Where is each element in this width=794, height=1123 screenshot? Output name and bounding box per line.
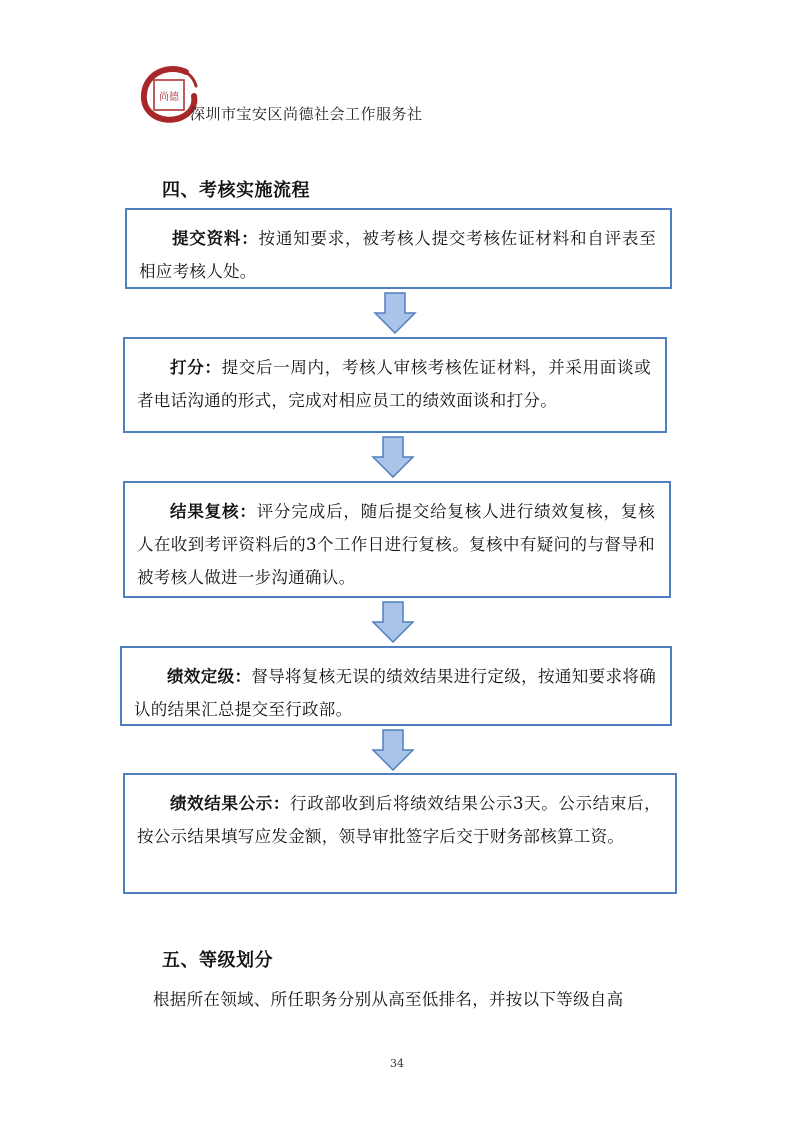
step-label: 提交资料：: [172, 229, 259, 248]
step-label: 绩效定级：: [167, 667, 252, 686]
step-text: 行政部收到后将绩效结果公示3天。公示结束后，按公示结果填写应发金额，领导审批签字后交于财务部核算工资。: [137, 794, 661, 846]
step-text: 按通知要求，被考核人提交考核佐证材料和自评表至相应考核人处。: [139, 229, 657, 281]
logo-text: 尚德: [159, 92, 179, 103]
down-arrow-icon: [373, 292, 417, 334]
flow-step-result-review: [123, 481, 671, 598]
section-4-heading: 四、考核实施流程: [162, 180, 310, 201]
flow-step-result-publication: [123, 773, 677, 894]
organization-name: 深圳市宝安区尚德社会工作服务社: [190, 105, 423, 123]
down-arrow-icon: [371, 729, 415, 771]
step-label: 打分：: [170, 358, 222, 377]
flow-step-performance-grading: [120, 646, 672, 726]
down-arrow-icon: [371, 436, 415, 478]
step-label: 结果复核：: [170, 502, 257, 521]
down-arrow-icon: [371, 601, 415, 643]
flow-step-scoring: [123, 337, 667, 433]
section-5-heading: 五、等级划分: [162, 950, 273, 971]
step-text: 督导将复核无误的绩效结果进行定级，按通知要求将确认的结果汇总提交至行政部。: [134, 667, 657, 719]
step-text: 评分完成后，随后提交给复核人进行绩效复核，复核人在收到考评资料后的3个工作日进行复核。复核中有疑问的与督导和被考核人做进一步沟通确认。: [137, 502, 655, 587]
step-text: 提交后一周内，考核人审核考核佐证材料，并采用面谈或者电话沟通的形式，完成对相应员工的绩效面谈和打分。: [137, 358, 651, 410]
step-label: 绩效结果公示：: [170, 794, 291, 813]
page-number: 34: [390, 1057, 404, 1070]
section-5-paragraph: 根据所在领域、所任职务分别从高至低排名，并按以下等级自高: [153, 990, 624, 1009]
flow-step-submit-materials: [125, 208, 672, 289]
